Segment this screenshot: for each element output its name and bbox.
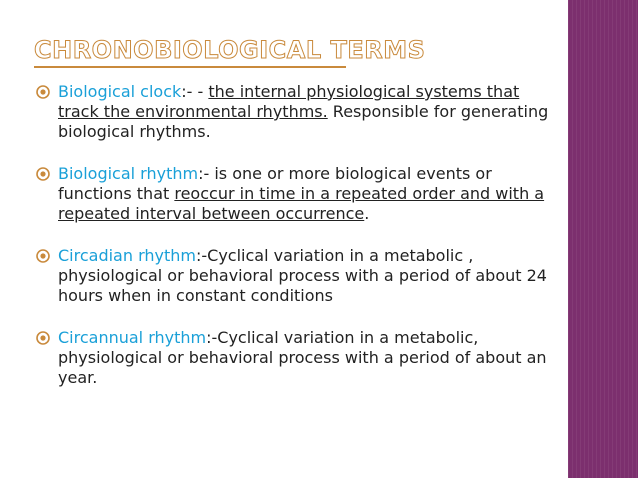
title-underline bbox=[34, 66, 346, 68]
ring-bullet-icon bbox=[36, 85, 50, 99]
accent-side-band bbox=[568, 0, 638, 478]
definition-underlined: reoccur in time in a repeated order and with a repeated interval between occurrence bbox=[58, 184, 545, 223]
term-label: Circannual rhythm bbox=[58, 328, 207, 347]
term-separator: :- bbox=[195, 246, 208, 265]
definition-text: Cyclical variation in a metabolic, physiological or behavioral process with a period of about an year. bbox=[58, 328, 547, 387]
bullet-item-circadian-rhythm bbox=[36, 246, 556, 306]
definition-underlined: the internal physiological systems that track the environmental rhythms. bbox=[58, 82, 520, 121]
definition-text-end: . bbox=[364, 204, 370, 223]
definition-text: Cyclical variation in a metabolic , physiological or behavioral process with a period of about 24 hours when in constant conditions bbox=[58, 246, 547, 305]
bullet-item-biological-clock bbox=[36, 82, 556, 142]
bullet-item-circannual-rhythm bbox=[36, 328, 556, 388]
term-label: Biological rhythm bbox=[58, 164, 199, 183]
term-label: Circadian rhythm bbox=[58, 246, 196, 265]
term-separator: :- bbox=[198, 164, 215, 183]
term-separator: :- - bbox=[181, 82, 209, 101]
ring-bullet-icon bbox=[36, 167, 50, 181]
bullet-list bbox=[36, 82, 556, 410]
definition-text: is one or more biological events or functions that bbox=[58, 164, 492, 203]
bullet-item-biological-rhythm bbox=[36, 164, 556, 224]
ring-bullet-icon bbox=[36, 249, 50, 263]
slide-title: CHRONOBIOLOGICAL TERMS bbox=[34, 36, 426, 64]
term-label: Biological clock bbox=[58, 82, 182, 101]
term-separator: :- bbox=[206, 328, 218, 347]
definition-text: Responsible for generating biological rhythms. bbox=[58, 102, 549, 141]
ring-bullet-icon bbox=[36, 331, 50, 345]
